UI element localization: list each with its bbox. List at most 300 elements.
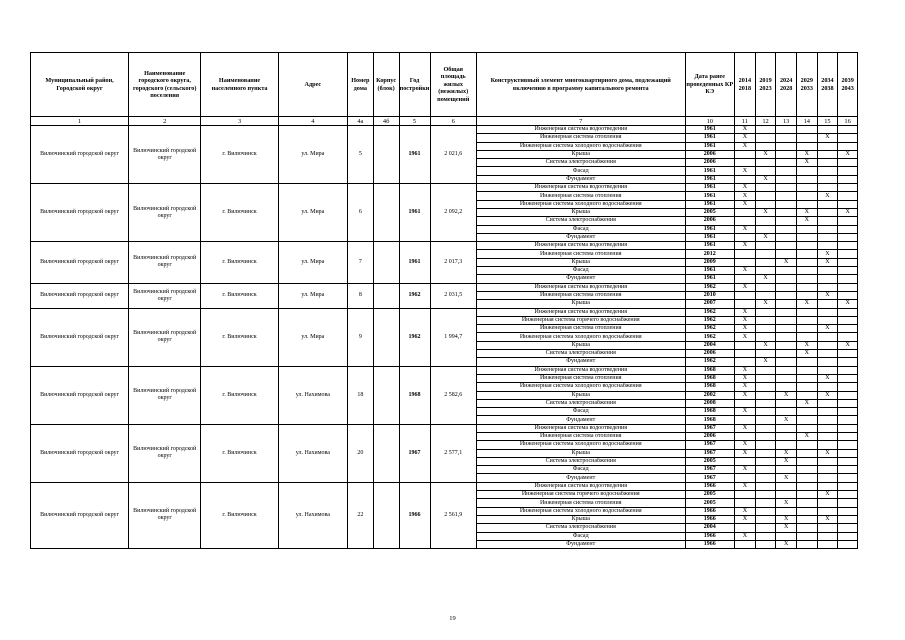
period-mark-cell	[776, 358, 797, 366]
district-cell: Вилючинский городской округ	[31, 242, 129, 283]
period-mark-cell	[796, 291, 817, 299]
district-cell: Вилючинский городской округ	[31, 308, 129, 366]
header-area: Общая площадь жилых (нежилых) помещений	[430, 53, 476, 117]
period-mark-cell	[755, 383, 776, 391]
repair-date-cell: 1961	[685, 242, 735, 250]
period-mark-cell: X	[735, 283, 756, 291]
year-built-cell: 1968	[399, 366, 430, 424]
period-mark-cell	[755, 142, 776, 150]
period-mark-cell	[735, 457, 756, 465]
period-mark-cell	[735, 208, 756, 216]
period-mark-cell: X	[796, 159, 817, 167]
repair-date-cell: 1961	[685, 200, 735, 208]
period-mark-cell	[817, 424, 838, 432]
element-name-cell: Крыша	[476, 150, 685, 158]
period-mark-cell	[755, 217, 776, 225]
period-mark-cell: X	[796, 399, 817, 407]
period-mark-cell	[776, 374, 797, 382]
period-mark-cell	[838, 325, 858, 333]
column-number: 7	[476, 117, 685, 126]
repair-date-cell: 1962	[685, 316, 735, 324]
period-mark-cell	[817, 142, 838, 150]
period-mark-cell: X	[817, 291, 838, 299]
period-mark-cell	[838, 408, 858, 416]
period-mark-cell	[776, 159, 797, 167]
period-mark-cell	[796, 134, 817, 142]
header-building: Корпус (блок)	[373, 53, 399, 117]
period-mark-cell	[735, 358, 756, 366]
period-mark-cell: X	[735, 184, 756, 192]
period-mark-cell	[796, 192, 817, 200]
period-mark-cell	[755, 507, 776, 515]
period-mark-cell	[796, 408, 817, 416]
building-cell	[373, 242, 399, 283]
period-mark-cell	[838, 366, 858, 374]
period-mark-cell	[817, 408, 838, 416]
header-address: Адрес	[278, 53, 347, 117]
period-mark-cell: X	[735, 225, 756, 233]
period-mark-cell	[735, 300, 756, 308]
house-number-cell: 22	[347, 482, 373, 548]
period-mark-cell	[796, 383, 817, 391]
column-number: 4а	[347, 117, 373, 126]
building-cell	[373, 126, 399, 184]
period-mark-cell: X	[817, 515, 838, 523]
header-settlement-name: Наименование городского округа, городского (сельского) поселения	[129, 53, 201, 117]
period-mark-cell	[755, 449, 776, 457]
period-mark-cell	[817, 150, 838, 158]
table-row	[31, 424, 858, 432]
element-name-cell: Крыша	[476, 391, 685, 399]
period-mark-cell: X	[755, 175, 776, 183]
header-structural-element: Конструктивный элемент многоквартирного дома, подлежащий включению в программу капитального ремонта	[476, 53, 685, 117]
repair-date-cell: 1961	[685, 126, 735, 134]
district-cell: Вилючинский городской округ	[31, 184, 129, 242]
period-mark-cell	[776, 441, 797, 449]
element-name-cell: Фасад	[476, 167, 685, 175]
period-mark-cell: X	[838, 150, 858, 158]
period-mark-cell	[776, 308, 797, 316]
period-mark-cell	[755, 441, 776, 449]
period-mark-cell: X	[735, 532, 756, 540]
header-period: 2034 2038	[817, 53, 838, 117]
page-number: 19	[449, 615, 456, 622]
period-mark-cell	[817, 275, 838, 283]
period-mark-cell	[838, 242, 858, 250]
period-mark-cell	[755, 466, 776, 474]
period-mark-cell	[838, 424, 858, 432]
element-name-cell: Инженерная система горячего водоснабжения	[476, 491, 685, 499]
period-mark-cell	[776, 134, 797, 142]
period-mark-cell: X	[776, 258, 797, 266]
repair-date-cell: 2009	[685, 258, 735, 266]
building-cell	[373, 283, 399, 308]
period-mark-cell	[817, 399, 838, 407]
period-mark-cell: X	[735, 507, 756, 515]
period-mark-cell: X	[796, 432, 817, 440]
district-cell: Вилючинский городской округ	[31, 283, 129, 308]
period-mark-cell: X	[817, 491, 838, 499]
period-mark-cell	[796, 515, 817, 523]
street-cell: ул. Мира	[278, 308, 347, 366]
column-number: 15	[817, 117, 838, 126]
locality-cell: г. Вилючинск	[201, 482, 278, 548]
period-mark-cell	[776, 350, 797, 358]
period-mark-cell	[838, 175, 858, 183]
period-mark-cell	[838, 499, 858, 507]
period-mark-cell: X	[817, 325, 838, 333]
repair-date-cell: 1961	[685, 192, 735, 200]
period-mark-cell: X	[776, 416, 797, 424]
period-mark-cell	[796, 126, 817, 134]
area-cell: 2 031,5	[430, 283, 476, 308]
period-mark-cell	[817, 350, 838, 358]
period-mark-cell	[776, 466, 797, 474]
period-mark-cell: X	[776, 457, 797, 465]
element-name-cell: Инженерная система водоотведения	[476, 366, 685, 374]
period-mark-cell	[776, 126, 797, 134]
period-mark-cell	[776, 250, 797, 258]
period-mark-cell	[838, 291, 858, 299]
element-name-cell: Инженерная система водоотведения	[476, 482, 685, 490]
period-mark-cell	[838, 350, 858, 358]
period-mark-cell	[755, 159, 776, 167]
period-mark-cell	[796, 275, 817, 283]
period-mark-cell	[755, 391, 776, 399]
period-mark-cell	[838, 416, 858, 424]
period-mark-cell: X	[735, 449, 756, 457]
table-body	[31, 126, 858, 549]
period-mark-cell	[776, 208, 797, 216]
locality-cell: г. Вилючинск	[201, 184, 278, 242]
period-mark-cell	[838, 491, 858, 499]
period-mark-cell	[776, 175, 797, 183]
period-mark-cell: X	[755, 233, 776, 241]
repair-date-cell: 1962	[685, 333, 735, 341]
period-mark-cell	[817, 316, 838, 324]
period-mark-cell	[755, 250, 776, 258]
column-number: 4	[278, 117, 347, 126]
period-mark-cell	[755, 491, 776, 499]
period-mark-cell	[838, 383, 858, 391]
period-mark-cell	[796, 225, 817, 233]
element-name-cell: Фундамент	[476, 275, 685, 283]
period-mark-cell: X	[817, 192, 838, 200]
period-mark-cell	[838, 524, 858, 532]
area-cell: 2 017,3	[430, 242, 476, 283]
settlement-cell: Вилючинский городской округ	[129, 242, 201, 283]
element-name-cell: Инженерная система холодного водоснабжения	[476, 383, 685, 391]
period-mark-cell	[796, 175, 817, 183]
period-mark-cell: X	[817, 374, 838, 382]
period-mark-cell	[817, 457, 838, 465]
element-name-cell: Инженерная система водоотведения	[476, 242, 685, 250]
period-mark-cell	[755, 432, 776, 440]
building-cell	[373, 184, 399, 242]
period-mark-cell	[796, 325, 817, 333]
element-name-cell: Инженерная система отопления	[476, 134, 685, 142]
period-mark-cell: X	[838, 208, 858, 216]
repair-date-cell: 2012	[685, 250, 735, 258]
period-mark-cell	[755, 283, 776, 291]
period-mark-cell	[838, 159, 858, 167]
house-number-cell: 6	[347, 184, 373, 242]
period-mark-cell	[735, 250, 756, 258]
locality-cell: г. Вилючинск	[201, 366, 278, 424]
column-number: 11	[735, 117, 756, 126]
period-mark-cell	[796, 499, 817, 507]
period-mark-cell	[776, 150, 797, 158]
period-mark-cell	[755, 408, 776, 416]
repair-date-cell: 2006	[685, 159, 735, 167]
repair-date-cell: 1962	[685, 358, 735, 366]
area-cell: 2 021,6	[430, 126, 476, 184]
district-cell: Вилючинский городской округ	[31, 482, 129, 548]
period-mark-cell	[776, 482, 797, 490]
period-mark-cell: X	[735, 333, 756, 341]
period-mark-cell	[735, 524, 756, 532]
element-name-cell: Фундамент	[476, 540, 685, 548]
period-mark-cell	[817, 184, 838, 192]
period-mark-cell	[735, 275, 756, 283]
period-mark-cell	[735, 217, 756, 225]
header-period: 2024 2028	[776, 53, 797, 117]
period-mark-cell	[838, 474, 858, 482]
period-mark-cell	[776, 275, 797, 283]
period-mark-cell: X	[796, 350, 817, 358]
repair-date-cell: 1961	[685, 167, 735, 175]
period-mark-cell: X	[755, 150, 776, 158]
period-mark-cell: X	[735, 126, 756, 134]
district-cell: Вилючинский городской округ	[31, 126, 129, 184]
period-mark-cell	[755, 184, 776, 192]
street-cell: ул. Мира	[278, 242, 347, 283]
element-name-cell: Система электроснабжения	[476, 457, 685, 465]
period-mark-cell: X	[735, 482, 756, 490]
element-name-cell: Инженерная система холодного водоснабжения	[476, 507, 685, 515]
period-mark-cell	[817, 383, 838, 391]
element-name-cell: Фундамент	[476, 474, 685, 482]
element-name-cell: Инженерная система водоотведения	[476, 424, 685, 432]
period-mark-cell	[735, 258, 756, 266]
repair-date-cell: 1961	[685, 267, 735, 275]
period-mark-cell	[776, 424, 797, 432]
repair-date-cell: 2005	[685, 457, 735, 465]
area-cell: 1 994,7	[430, 308, 476, 366]
element-name-cell: Система электроснабжения	[476, 159, 685, 167]
settlement-cell: Вилючинский городской округ	[129, 283, 201, 308]
period-mark-cell: X	[735, 374, 756, 382]
period-mark-cell	[838, 449, 858, 457]
repair-date-cell: 1967	[685, 441, 735, 449]
repair-date-cell: 1961	[685, 225, 735, 233]
year-built-cell: 1967	[399, 424, 430, 482]
settlement-cell: Вилючинский городской округ	[129, 482, 201, 548]
repair-date-cell: 1962	[685, 283, 735, 291]
period-mark-cell	[755, 374, 776, 382]
repair-date-cell: 2006	[685, 432, 735, 440]
period-mark-cell: X	[796, 208, 817, 216]
period-mark-cell	[776, 200, 797, 208]
period-mark-cell	[735, 416, 756, 424]
element-name-cell: Инженерная система отопления	[476, 250, 685, 258]
column-number: 1	[31, 117, 129, 126]
area-cell: 2 561,9	[430, 482, 476, 548]
element-name-cell: Крыша	[476, 300, 685, 308]
repair-date-cell: 1968	[685, 408, 735, 416]
period-mark-cell	[796, 366, 817, 374]
house-number-cell: 18	[347, 366, 373, 424]
period-mark-cell	[755, 200, 776, 208]
period-mark-cell	[796, 316, 817, 324]
period-mark-cell	[796, 358, 817, 366]
table-row	[31, 184, 858, 192]
period-mark-cell	[838, 507, 858, 515]
street-cell: ул. Мира	[278, 126, 347, 184]
element-name-cell: Инженерная система отопления	[476, 374, 685, 382]
period-mark-cell	[796, 333, 817, 341]
element-name-cell: Инженерная система отопления	[476, 499, 685, 507]
period-mark-cell	[755, 291, 776, 299]
repair-date-cell: 1962	[685, 325, 735, 333]
element-name-cell: Инженерная система отопления	[476, 432, 685, 440]
element-name-cell: Фасад	[476, 532, 685, 540]
repair-date-cell: 1961	[685, 134, 735, 142]
period-mark-cell: X	[735, 383, 756, 391]
period-mark-cell	[776, 316, 797, 324]
period-mark-cell: X	[735, 267, 756, 275]
repair-date-cell: 2007	[685, 300, 735, 308]
repair-date-cell: 1966	[685, 532, 735, 540]
period-mark-cell: X	[755, 300, 776, 308]
period-mark-cell	[817, 283, 838, 291]
period-mark-cell: X	[735, 192, 756, 200]
element-name-cell: Крыша	[476, 449, 685, 457]
period-mark-cell	[838, 399, 858, 407]
period-mark-cell	[755, 267, 776, 275]
period-mark-cell	[735, 350, 756, 358]
period-mark-cell	[838, 200, 858, 208]
period-mark-cell	[838, 233, 858, 241]
period-mark-cell	[817, 532, 838, 540]
period-mark-cell	[838, 482, 858, 490]
period-mark-cell	[817, 358, 838, 366]
period-mark-cell	[735, 491, 756, 499]
period-mark-cell	[817, 225, 838, 233]
element-name-cell: Фундамент	[476, 358, 685, 366]
period-mark-cell	[776, 267, 797, 275]
period-mark-cell	[755, 482, 776, 490]
period-mark-cell	[838, 515, 858, 523]
column-number: 14	[796, 117, 817, 126]
period-mark-cell: X	[755, 208, 776, 216]
period-mark-cell: X	[735, 200, 756, 208]
period-mark-cell	[796, 250, 817, 258]
period-mark-cell	[838, 167, 858, 175]
period-mark-cell	[776, 432, 797, 440]
period-mark-cell	[776, 167, 797, 175]
period-mark-cell: X	[776, 499, 797, 507]
period-mark-cell	[817, 159, 838, 167]
period-mark-cell	[776, 491, 797, 499]
period-mark-cell: X	[735, 308, 756, 316]
document-page	[30, 52, 858, 549]
period-mark-cell	[817, 333, 838, 341]
period-mark-cell	[838, 540, 858, 548]
period-mark-cell	[776, 532, 797, 540]
period-mark-cell	[796, 524, 817, 532]
period-mark-cell	[735, 399, 756, 407]
period-mark-cell: X	[735, 466, 756, 474]
period-mark-cell	[776, 225, 797, 233]
period-mark-cell: X	[735, 325, 756, 333]
street-cell: ул. Мира	[278, 283, 347, 308]
period-mark-cell	[796, 308, 817, 316]
period-mark-cell	[838, 358, 858, 366]
period-mark-cell	[817, 441, 838, 449]
year-built-cell: 1962	[399, 283, 430, 308]
period-mark-cell	[755, 167, 776, 175]
period-mark-cell	[755, 366, 776, 374]
period-mark-cell	[755, 350, 776, 358]
period-mark-cell: X	[817, 258, 838, 266]
locality-cell: г. Вилючинск	[201, 308, 278, 366]
period-mark-cell: X	[817, 449, 838, 457]
period-mark-cell	[755, 416, 776, 424]
period-mark-cell	[817, 540, 838, 548]
period-mark-cell	[735, 175, 756, 183]
repair-date-cell: 2004	[685, 524, 735, 532]
period-mark-cell	[755, 424, 776, 432]
period-mark-cell	[838, 283, 858, 291]
element-name-cell: Инженерная система водоотведения	[476, 184, 685, 192]
period-mark-cell	[838, 184, 858, 192]
period-mark-cell: X	[755, 358, 776, 366]
period-mark-cell	[796, 233, 817, 241]
period-mark-cell: X	[735, 366, 756, 374]
period-mark-cell	[838, 258, 858, 266]
period-mark-cell	[755, 126, 776, 134]
period-mark-cell	[755, 499, 776, 507]
element-name-cell: Фундамент	[476, 233, 685, 241]
year-built-cell: 1961	[399, 242, 430, 283]
repair-date-cell: 1961	[685, 142, 735, 150]
element-name-cell: Фасад	[476, 408, 685, 416]
repair-date-cell: 2008	[685, 399, 735, 407]
period-mark-cell	[817, 208, 838, 216]
period-mark-cell	[776, 507, 797, 515]
period-mark-cell	[735, 291, 756, 299]
period-mark-cell	[838, 457, 858, 465]
element-name-cell: Система электроснабжения	[476, 399, 685, 407]
table-row	[31, 242, 858, 250]
period-mark-cell	[838, 275, 858, 283]
header-year-built: Год постройки	[399, 53, 430, 117]
house-number-cell: 9	[347, 308, 373, 366]
period-mark-cell	[817, 507, 838, 515]
period-mark-cell	[776, 242, 797, 250]
period-mark-cell	[776, 291, 797, 299]
column-number: 2	[129, 117, 201, 126]
street-cell: ул. Нахимова	[278, 366, 347, 424]
period-mark-cell: X	[735, 515, 756, 523]
period-mark-cell	[776, 333, 797, 341]
street-cell: ул. Нахимова	[278, 482, 347, 548]
period-mark-cell	[838, 532, 858, 540]
period-mark-cell	[776, 325, 797, 333]
header-period: 2014 2018	[735, 53, 756, 117]
period-mark-cell	[776, 192, 797, 200]
